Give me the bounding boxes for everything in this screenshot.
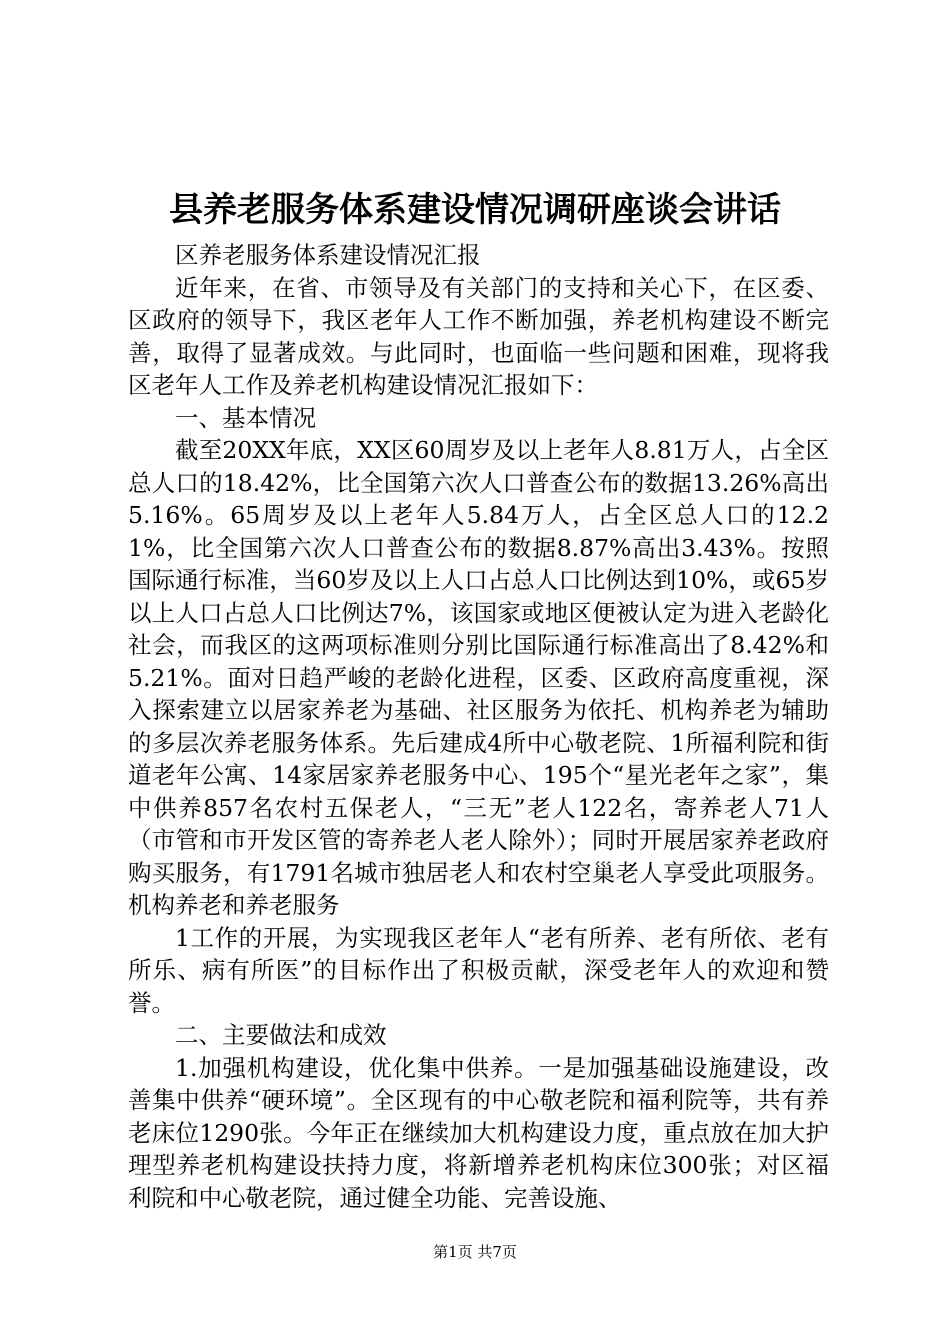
page-footer: 第1页 共7页 xyxy=(433,1243,517,1261)
section-heading-basic: 一、基本情况 xyxy=(175,403,316,432)
document-body xyxy=(128,239,829,1214)
paragraph-basic-situation: 截至20XX年底，XX区60周岁及以上老年人8.81万人，占全区总人口的18.42%，比全国第六次人口普查公布的数据13.26%高出5.16%。65周岁及以上老年人5.84万人，占全区总人口的12.21%，比全国第六次人口普查公布的数据8.87%高出3.43%。按照国际通行标准，当60岁及以上人口占总人口比例达到10%，或65岁以上人口占总人口比例达7%，该国家或地区便被认定为进入老龄化社会，而我区的这两项标准则分别比国际通行标准高出了8.42%和5.21%。面对日趋严峻的老龄化进程，区委、区政府高度重视，深入探索建立以居家养老为基础、社区服务为依托、机构养老为辅助的多层次养老服务体系。先后建成4所中心敬老院、1所福利院和街道老年公寓、14家居家养老服务中心、195个“星光老年之家”，集中供养857名农村五保老人，“三无”老人122名，寄养老人71人（市管和市开发区管的寄养老人老人除外）；同时开展居家养老政府购买服务，有1791名城市独居老人和农村空巢老人享受此项服务。机构养老和养老服务 xyxy=(128,436,829,919)
paragraph-subtitle: 区养老服务体系建设情况汇报 xyxy=(175,241,481,269)
document-title: 县养老服务体系建设情况调研座谈会讲话 xyxy=(169,190,781,230)
paragraph-methods-1: 1.加强机构建设，优化集中供养。一是加强基础设施建设，改善集中供养“硬环境”。全区现有的中心敬老院和福利院等，共有养老床位1290张。今年正在继续加大机构建设力度，重点放在加大护理型养老机构建设扶持力度，将新增养老机构床位300张；对区福利院和中心敬老院，通过健全功能、完善设施、 xyxy=(128,1053,829,1212)
paragraph-continuation: 1工作的开展，为实现我区老年人“老有所养、老有所依、老有所乐、病有所医”的目标作出了积极贡献，深受老年人的欢迎和赞誉。 xyxy=(128,923,829,1017)
section-heading-methods: 二、主要做法和成效 xyxy=(175,1021,387,1049)
paragraph-intro: 近年来，在省、市领导及有关部门的支持和关心下，在区委、区政府的领导下，我区老年人工作不断加强，养老机构建设不断完善，取得了显著成效。与此同时，也面临一些问题和困难，现将我区老年人工作及养老机构建设情况汇报如下： xyxy=(128,273,829,399)
